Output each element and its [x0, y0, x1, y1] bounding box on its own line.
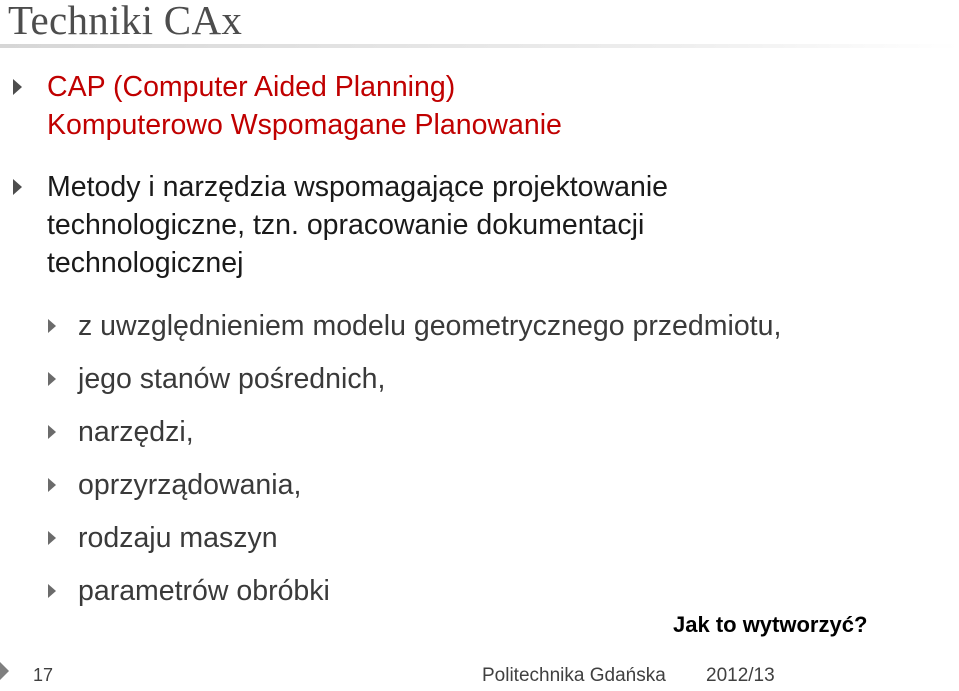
bullet-methods-line-3: technologicznej	[47, 247, 244, 279]
footer-institution: Politechnika Gdańska	[482, 665, 666, 686]
bullet-methods-line-2: technologiczne, tzn. opracowanie dokumentacji	[47, 209, 645, 241]
sub-bullet-arrow-icon	[48, 478, 56, 492]
bullet-arrow-icon	[13, 179, 22, 195]
sub-bullet-item: parametrów obróbki	[78, 575, 330, 607]
bullet-cap-line-1: CAP (Computer Aided Planning)	[47, 71, 456, 103]
sub-bullet-arrow-icon	[48, 584, 56, 598]
bullet-cap	[47, 68, 562, 144]
sub-bullet-item: jego stanów pośrednich,	[78, 363, 386, 395]
question-text: Jak to wytworzyć?	[673, 612, 868, 637]
footer-year: 2012/13	[706, 665, 775, 686]
sub-bullet-arrow-icon	[48, 372, 56, 386]
sub-bullet-arrow-icon	[48, 425, 56, 439]
sub-bullet-item: oprzyrządowania,	[78, 469, 302, 501]
sub-bullet-arrow-icon	[48, 531, 56, 545]
slide-title: Techniki CAx	[8, 0, 243, 43]
bullet-cap-line-2: Komputerowo Wspomagane Planowanie	[47, 109, 562, 141]
bullet-methods-line-1: Metody i narzędzia wspomagające projektowanie	[47, 171, 669, 203]
footer-arrow-icon	[0, 662, 9, 680]
bullet-methods	[47, 168, 668, 282]
sub-bullet-item: rodzaju maszyn	[78, 522, 278, 554]
sub-bullet-item: z uwzględnieniem modelu geometrycznego przedmiotu,	[78, 310, 782, 342]
slide-number: 17	[33, 665, 54, 685]
sub-bullet-arrow-icon	[48, 319, 56, 333]
title-divider	[0, 44, 959, 48]
bullet-arrow-icon	[13, 79, 22, 95]
sub-bullet-item: narzędzi,	[78, 416, 194, 448]
